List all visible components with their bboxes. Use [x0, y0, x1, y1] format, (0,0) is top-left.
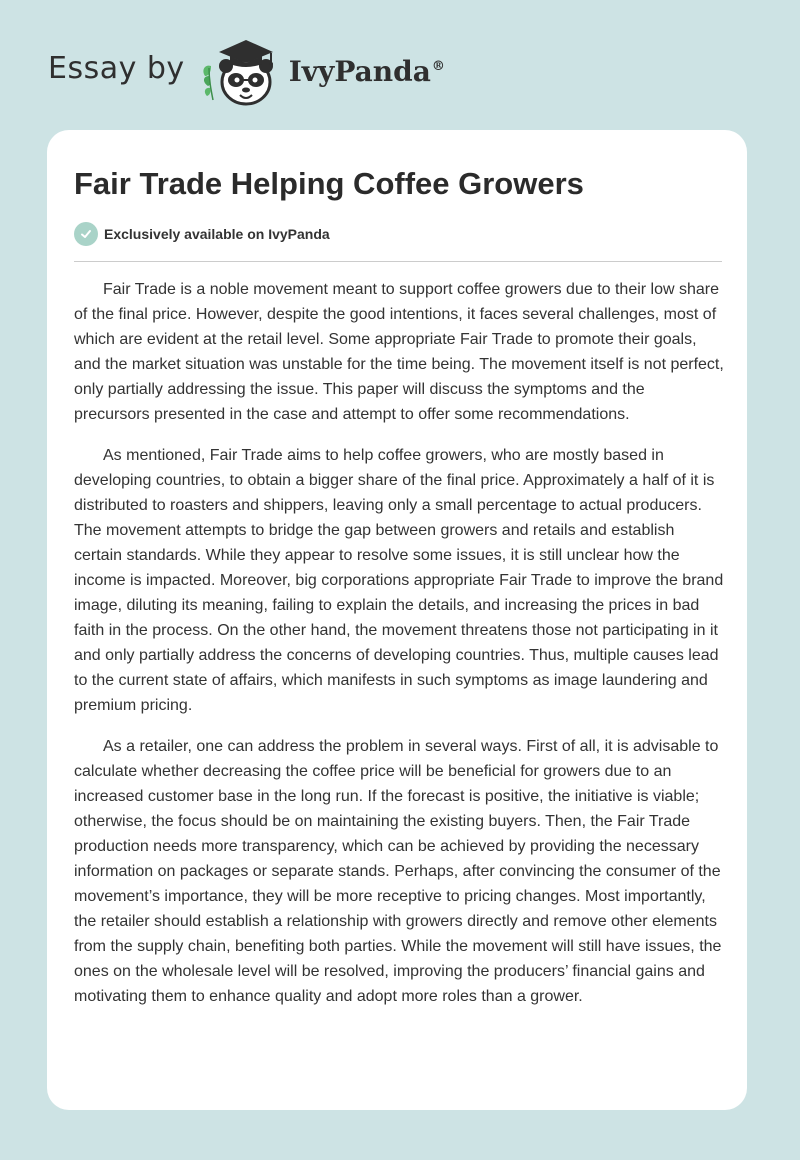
brand-name [289, 55, 445, 88]
paragraph: Fair Trade is a noble movement meant to support coffee growers due to their low share of the final price. However, despite the good intentions, it faces several challenges, most of which are evident at the retail level. Some appropriate Fair Trade to promote their goals, and the market situation was unstable for the time being. The movement itself is not perfect, only partially addressing the issue. This paper will discuss the symptoms and the precursors presented in the case and attempt to offer some recommendations. [74, 281, 724, 423]
divider [74, 261, 722, 262]
exclusive-label: Exclusively available on IvyPanda [104, 226, 330, 242]
check-circle-icon [74, 222, 98, 246]
essay-card [47, 130, 747, 1110]
essay-body [74, 277, 724, 1025]
ivypanda-logo[interactable] [199, 30, 445, 110]
paragraph: As mentioned, Fair Trade aims to help coffee growers, who are mostly based in developing countries, to obtain a bigger share of the final price. Approximately a half of it is distributed to roasters and shippers, leaving only a small percentage to actual producers. The movement attempts to bridge the gap between growers and retails and establish certain standards. While they appear to resolve some issues, it is still unclear how the income is impacted. Moreover, big corporations appropriate Fair Trade to improve the brand image, diluting its meaning, failing to explain the details, and increasing the prices in bad faith in the process. On the other hand, the movement threatens those not participating in it and only partially address the concerns of developing countries. Thus, multiple causes lead to the current state of affairs, which manifests in such symptoms as image laundering and premium pricing. [74, 447, 724, 714]
brand-text: IvyPanda [288, 54, 431, 88]
essay-by-label: Essay by [48, 50, 185, 86]
site-header [48, 30, 445, 110]
exclusive-badge [74, 222, 330, 246]
registered-mark: ® [431, 58, 445, 74]
panda-graduation-cap-icon [199, 30, 285, 110]
paragraph: As a retailer, one can address the problem in several ways. First of all, it is advisable to calculate whether decreasing the coffee price will be beneficial for growers due to an increased customer base in the long run. If the forecast is positive, the initiative is viable; otherwise, the focus should be on maintaining the existing buyers. Then, the Fair Trade production needs more transparency, which can be achieved by providing the necessary information on packages or separate stands. Perhaps, after convincing the consumer of the movement’s importance, they will be more receptive to pricing changes. Most importantly, the retailer should establish a relationship with growers directly and remove other elements from the supply chain, benefiting both parties. While the movement will still have issues, the ones on the wholesale level will be resolved, improving the producers’ financial gains and motivating them to enhance quality and adopt more roles than a grower. [74, 738, 722, 1005]
page-title: Fair Trade Helping Coffee Growers [74, 166, 584, 201]
